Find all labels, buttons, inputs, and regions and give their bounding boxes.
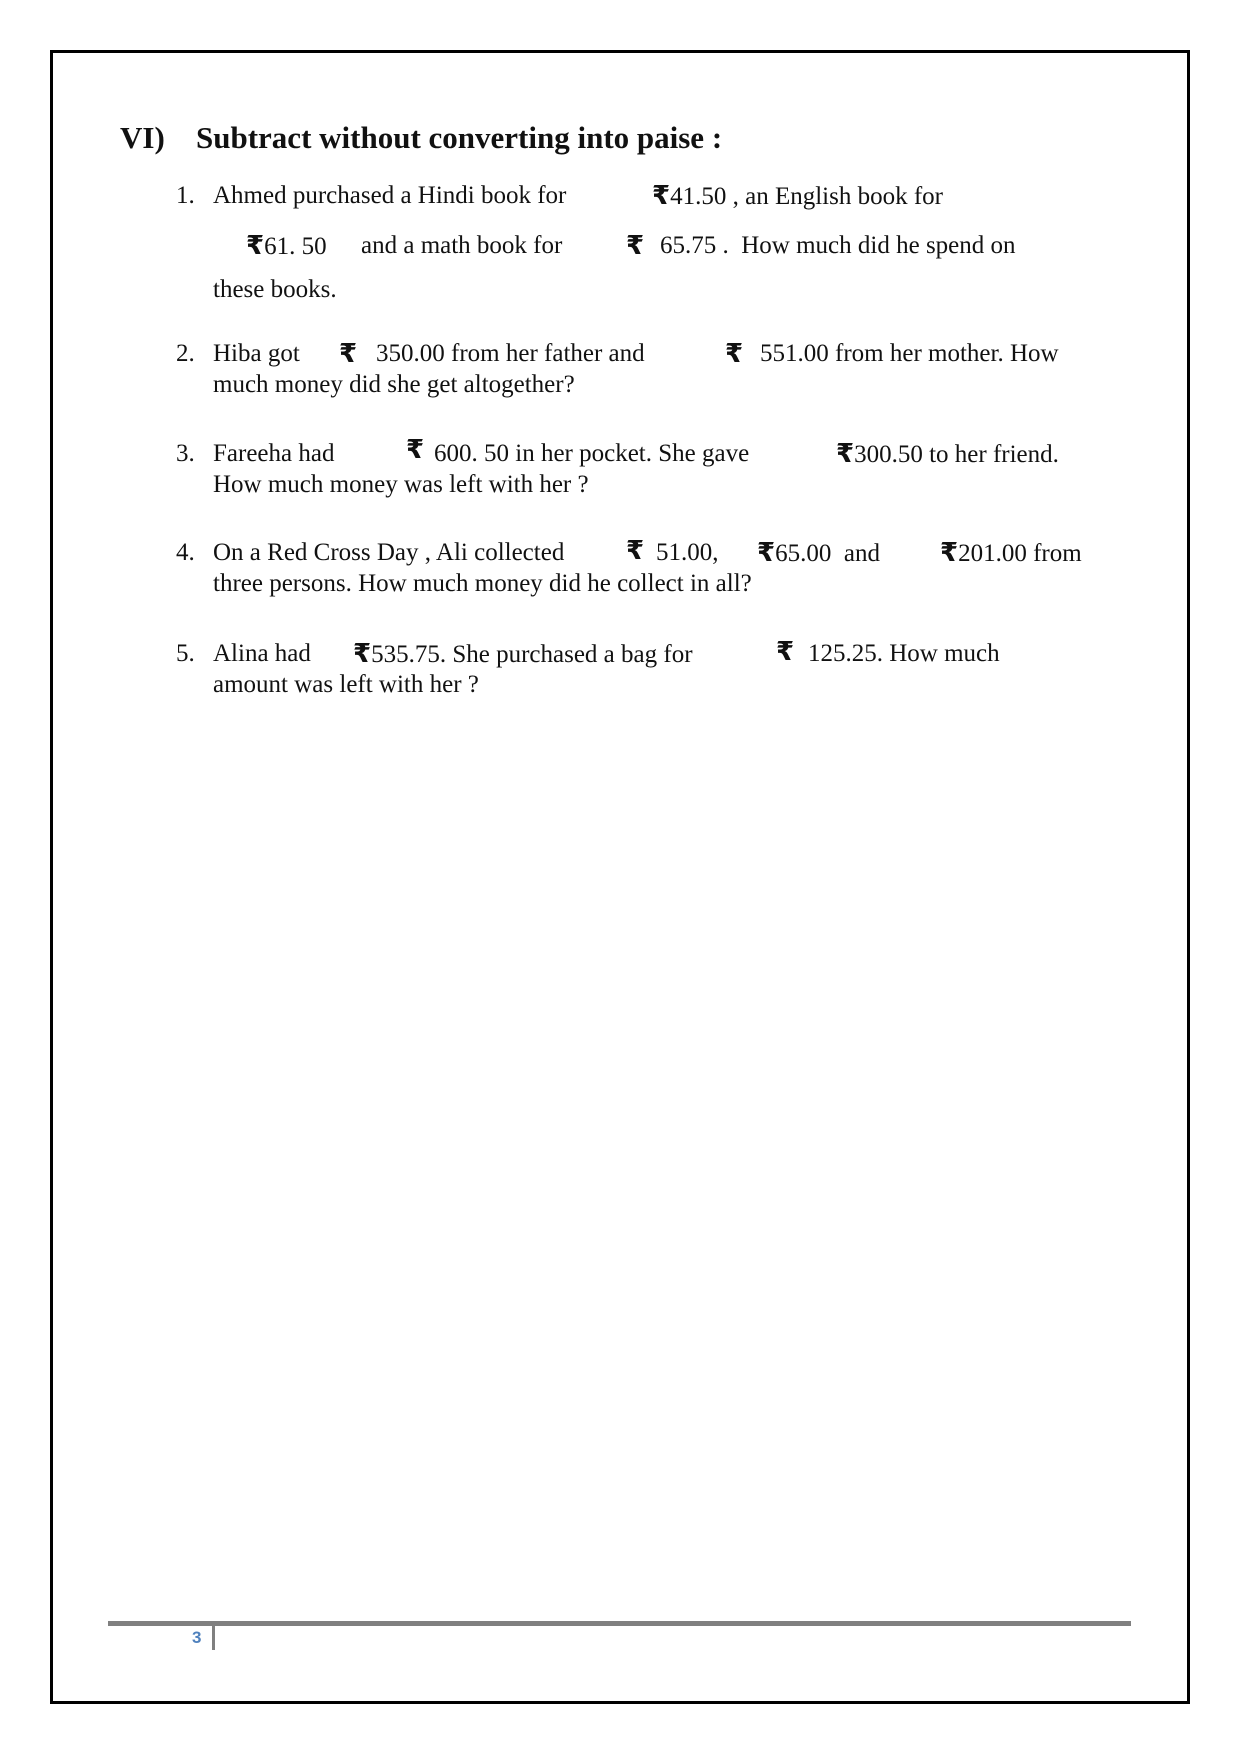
amount: 51.00, (656, 539, 719, 566)
amount: ₹201.00 from (940, 538, 1082, 568)
question-text: 600. 50 in her pocket. She gave (434, 440, 750, 467)
amount: ₹300.50 to her friend. (836, 439, 1059, 469)
rupee-icon: ₹ (652, 181, 671, 211)
question-text: How much money was left with her ? (213, 471, 589, 498)
question-text: these books. (213, 276, 337, 303)
amount: ₹41.50 , an English book for (652, 181, 943, 211)
question-number: 5. (176, 640, 195, 667)
question-text: On a Red Cross Day , Ali collected (213, 539, 565, 566)
question-text: Ahmed purchased a Hindi book for (213, 182, 567, 209)
question-text: Hiba got (213, 340, 300, 367)
rupee-icon: ₹ (406, 435, 425, 465)
question-text: much money did she get altogether? (213, 371, 575, 398)
rupee-icon: ₹ (776, 637, 795, 667)
amount: ₹65.00 and (757, 538, 880, 568)
amount: ₹535.75. She purchased a bag for (353, 639, 693, 669)
question-text: three persons. How much money did he collect in all? (213, 570, 752, 597)
question-number: 1. (176, 182, 195, 209)
rupee-icon: ₹ (836, 439, 855, 469)
rupee-icon: ₹ (626, 231, 645, 261)
question-text: Fareeha had (213, 440, 335, 467)
question-number: 2. (176, 340, 195, 367)
rupee-icon: ₹ (626, 536, 645, 566)
rupee-icon: ₹ (757, 538, 776, 568)
amount: ₹61. 50 (246, 231, 327, 261)
question-text: Alina had (213, 640, 311, 667)
question-number: 4. (176, 539, 195, 566)
footer-bar (212, 1626, 215, 1650)
question-text: and a math book for (361, 232, 563, 259)
question-text: 350.00 from her father and (376, 340, 645, 367)
rupee-icon: ₹ (353, 639, 372, 669)
section-number: VI) (120, 120, 165, 155)
question-text: 551.00 from her mother. How (760, 340, 1059, 367)
question-text: 65.75 . How much did he spend on (660, 232, 1016, 259)
question-number: 3. (176, 440, 195, 467)
footer-divider (108, 1621, 1131, 1626)
section-title: Subtract without converting into paise : (196, 120, 723, 155)
rupee-icon: ₹ (725, 339, 744, 369)
question-text: amount was left with her ? (213, 671, 479, 698)
rupee-icon: ₹ (339, 339, 358, 369)
rupee-icon: ₹ (246, 231, 265, 261)
page-number: 3 (192, 1628, 202, 1647)
rupee-icon: ₹ (940, 538, 959, 568)
question-text: 125.25. How much (808, 640, 1000, 667)
